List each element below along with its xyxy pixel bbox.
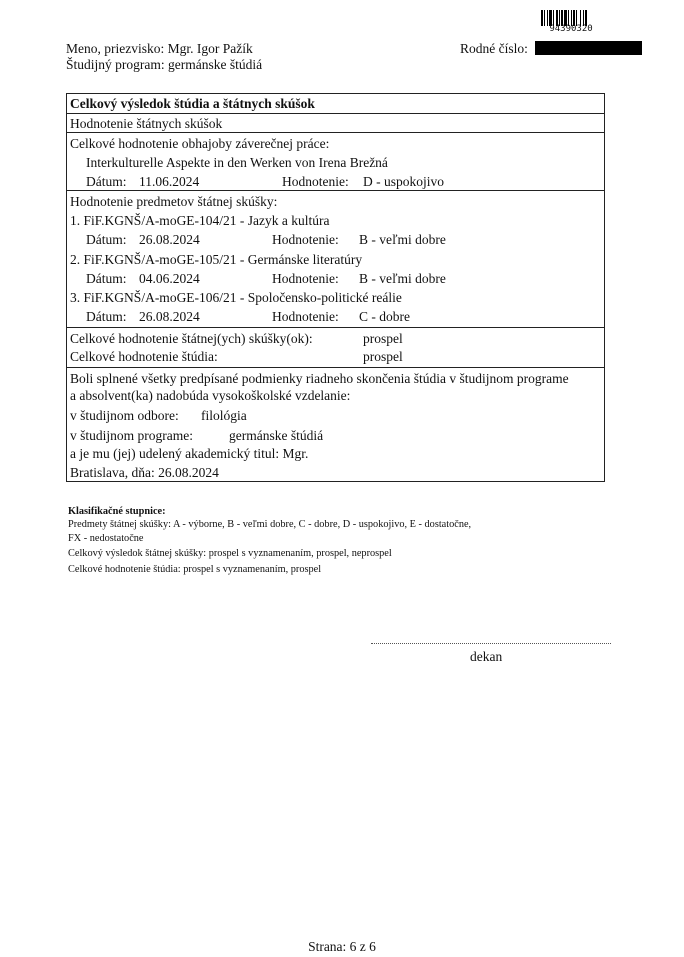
table-title: Celkový výsledok štúdia a štátnych skúšok — [70, 96, 315, 111]
field-value: filológia — [201, 408, 247, 423]
program-value: germánske štúdiá — [168, 57, 263, 72]
name-value: Mgr. Igor Pažík — [167, 41, 253, 56]
completion-section — [67, 368, 604, 481]
subject-3-date-label: Dátum: — [86, 309, 127, 324]
page-number: Strana: 6 z 6 — [308, 939, 376, 954]
state-exams-heading: Hodnotenie štátnych skúšok — [70, 116, 223, 131]
legend-line-3: Celkový výsledok štátnej skúšky: prospel s vyznamenaním, prospel, neprospel — [68, 548, 392, 559]
thesis-date: 11.06.2024 — [139, 174, 200, 189]
subject-2-date: 04.06.2024 — [139, 271, 200, 286]
thesis-grade-label: Hodnotenie: — [282, 174, 349, 189]
state-exams-section — [67, 114, 604, 133]
completion-line-2: a absolvent(ka) nadobúda vysokoškolské vzdelanie: — [70, 388, 351, 403]
barcode-number: 94390320 — [549, 24, 593, 34]
subject-3-grade: C - dobre — [359, 309, 410, 324]
redaction-bar — [535, 41, 642, 55]
dean-label: dekan — [470, 649, 503, 664]
name-label: Meno, priezvisko: — [66, 41, 165, 56]
program-row — [66, 57, 262, 73]
subject-3-title: 3. FiF.KGNŠ/A-moGE-106/21 - Spoločensko-politické reálie — [70, 290, 402, 305]
subject-1-date: 26.08.2024 — [139, 232, 200, 247]
subjects-heading: Hodnotenie predmetov štátnej skúšky: — [70, 194, 278, 209]
subjects-section — [67, 191, 604, 328]
name-row — [66, 41, 253, 57]
overall-study-label: Celkové hodnotenie štúdia: — [70, 349, 218, 364]
subject-1-title: 1. FiF.KGNŠ/A-moGE-104/21 - Jazyk a kultúra — [70, 213, 330, 228]
birth-number-label: Rodné číslo: — [460, 41, 528, 56]
overall-study-value: prospel — [363, 349, 403, 364]
completion-program-label: v študijnom programe: — [70, 428, 193, 443]
thesis-section — [67, 133, 604, 191]
legend-line-4: Celkové hodnotenie štúdia: prospel s vyznamenaním, prospel — [68, 564, 322, 575]
overall-exam-label: Celkové hodnotenie štátnej(ych) skúšky(ok): — [70, 331, 313, 346]
thesis-title: Interkulturelle Aspekte in den Werken von Irena Brežná — [86, 155, 388, 170]
subject-2-grade-label: Hodnotenie: — [272, 271, 339, 286]
overall-exam-value: prospel — [363, 331, 403, 346]
program-label: Študijný program: — [66, 57, 165, 72]
results-table — [66, 93, 605, 482]
thesis-date-label: Dátum: — [86, 174, 127, 189]
completion-line-1: Boli splnené všetky predpísané podmienky riadneho skončenia štúdia v študijnom programe — [70, 371, 569, 386]
legend-heading: Klasifikačné stupnice: — [68, 506, 166, 517]
subject-1-date-label: Dátum: — [86, 232, 127, 247]
degree-title-line: a je mu (jej) udelený akademický titul: Mgr. — [70, 446, 309, 461]
signature-line — [371, 643, 611, 644]
legend-line-1: Predmety štátnej skúšky: A - výborne, B - veľmi dobre, C - dobre, D - uspokojivo, E - dostatočne, — [68, 519, 472, 530]
subject-1-grade: B - veľmi dobre — [359, 232, 446, 247]
thesis-grade: D - uspokojivo — [363, 174, 444, 189]
subject-2-date-label: Dátum: — [86, 271, 127, 286]
subject-2-grade: B - veľmi dobre — [359, 271, 446, 286]
subject-3-date: 26.08.2024 — [139, 309, 200, 324]
thesis-heading: Celkové hodnotenie obhajoby záverečnej práce: — [70, 136, 330, 151]
completion-program-value: germánske štúdiá — [229, 428, 324, 443]
subject-1-grade-label: Hodnotenie: — [272, 232, 339, 247]
place-date: Bratislava, dňa: 26.08.2024 — [70, 465, 219, 480]
legend-line-2: FX - nedostatočne — [68, 533, 144, 544]
subject-3-grade-label: Hodnotenie: — [272, 309, 339, 324]
table-title-section — [67, 94, 604, 114]
overall-section — [67, 328, 604, 368]
field-label: v študijnom odbore: — [70, 408, 179, 423]
subject-2-title: 2. FiF.KGNŠ/A-moGE-105/21 - Germánske literatúry — [70, 252, 363, 267]
